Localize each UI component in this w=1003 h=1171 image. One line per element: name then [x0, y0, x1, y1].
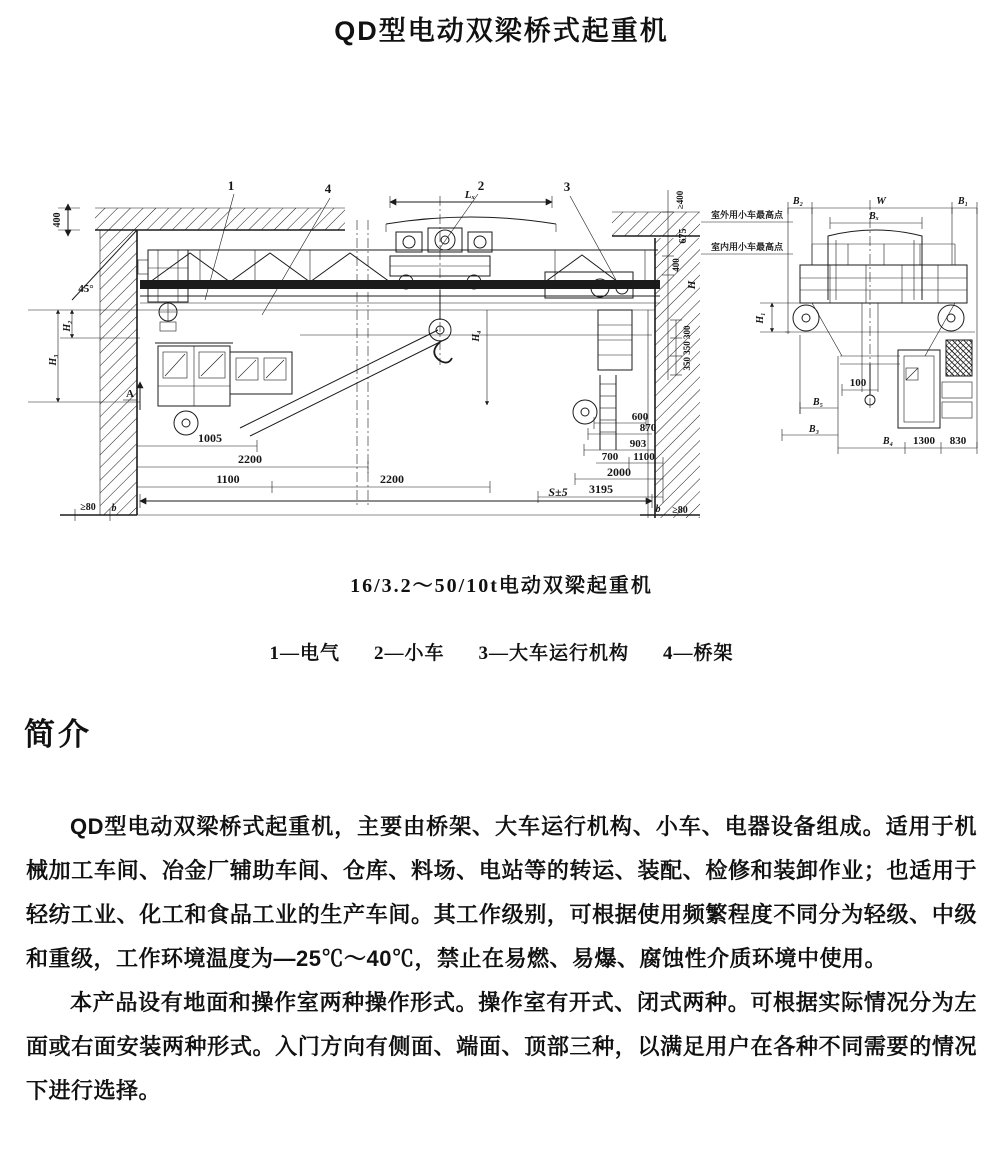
section-heading-intro: 简介 — [24, 717, 92, 752]
dim-label: H₁ — [755, 312, 766, 324]
figure-legend — [0, 638, 1003, 665]
dim-label: ≥80 — [80, 502, 96, 513]
dim-label: 830 — [949, 435, 967, 447]
dim-label: B₅ — [812, 397, 824, 408]
dim-label: 室外用小车最高点 — [710, 210, 784, 220]
dim-label: ≥400 — [675, 190, 685, 210]
dim-label: B₂ — [792, 196, 804, 207]
legend-item-electric: 1—电气 — [269, 643, 340, 664]
dim-label: 350 350 300 — [682, 325, 692, 371]
dim-label: 1 — [227, 178, 235, 193]
dim-label: b — [111, 503, 117, 514]
dim-label: W — [876, 195, 886, 207]
dim-label: 903 — [629, 438, 647, 450]
bridge-girder — [140, 250, 660, 335]
page-title: QD型电动双梁桥式起重机 — [334, 16, 669, 46]
ceiling-hatch-left — [95, 208, 345, 230]
dim-label: B₁ — [957, 196, 969, 207]
dim-label: 400 — [671, 258, 681, 272]
dim-label: 1005 — [198, 431, 222, 445]
dim-label: Lₓ — [464, 189, 476, 201]
dim-label: 600 — [631, 411, 649, 423]
dim-label: 1300 — [913, 435, 935, 447]
dim-label: 45° — [78, 283, 94, 295]
dim-label: H₄ — [471, 330, 482, 342]
intro-text — [26, 805, 977, 1113]
intro-paragraph-2: 本产品设有地面和操作室两种操作形式。操作室有开式、闭式两种。可根据实际情况分为左面或右面安装两种形式。入门方向有侧面、端面、顶部三种，以满足用户在各种不同需要的情况下进行选择。 — [26, 990, 977, 1103]
legend-item-travel-mechanism: 3—大车运行机构 — [478, 643, 630, 664]
crane-hook — [434, 342, 452, 363]
wall-hatch-right — [655, 238, 700, 518]
dim-label: Bₓ — [868, 211, 880, 222]
crane-technical-drawing — [0, 160, 1003, 555]
right-equipment — [573, 310, 632, 450]
wall-hatch-left — [100, 230, 137, 515]
dim-label: 400 — [52, 212, 63, 228]
dim-label: H₂ — [62, 320, 73, 332]
dim-label: H — [686, 280, 698, 290]
dim-label: B₄ — [882, 436, 894, 447]
legend-item-bridge: 4—桥架 — [663, 643, 734, 664]
dim-label: 4 — [324, 181, 332, 196]
dim-label: 室内用小车最高点 — [710, 242, 784, 252]
crane-side-view — [760, 200, 977, 454]
dim-label: b — [655, 504, 661, 515]
dim-label: 2000 — [607, 465, 631, 479]
dim-label: 700 — [601, 451, 619, 463]
dim-label: S±5 — [548, 485, 568, 499]
dim-label: 870 — [639, 422, 657, 434]
legend-item-trolley: 2—小车 — [373, 643, 445, 664]
figure-caption: 16/3.2～50/10t电动双梁起重机 — [350, 575, 653, 597]
dim-label: H₃ — [48, 354, 59, 366]
intro-paragraph-1: QD型电动双梁桥式起重机，主要由桥架、大车运行机构、小车、电器设备组成。适用于机械加工车间、冶金厂辅助车间、仓库、料场、电站等的转运、装配、检修和装卸作业；也适用于轻纺工业、化工和食品工业的生产车间。其工作级别，可根据使用频繁程度不同分为轻级、中级和重级，工作环境温度为—25℃～40℃，禁止在易燃、易爆、腐蚀性介质环境中使用。 — [26, 814, 977, 971]
dim-label: 2 — [477, 178, 485, 193]
dim-label: B₃ — [808, 424, 820, 435]
dim-label: 3 — [563, 179, 571, 194]
operator-cab — [155, 343, 292, 406]
dim-label: 675 — [678, 228, 689, 244]
dim-label: 100 — [849, 377, 867, 389]
end-carriage-left — [138, 250, 188, 331]
dim-label: 1100 — [216, 472, 240, 486]
dim-label: A — [126, 388, 134, 400]
dim-label: 2200 — [238, 452, 262, 466]
dim-label: ≥80 — [672, 505, 688, 516]
dim-label: 1100 — [633, 451, 655, 463]
dim-label: 3195 — [589, 482, 613, 496]
dim-label: 2200 — [380, 472, 404, 486]
